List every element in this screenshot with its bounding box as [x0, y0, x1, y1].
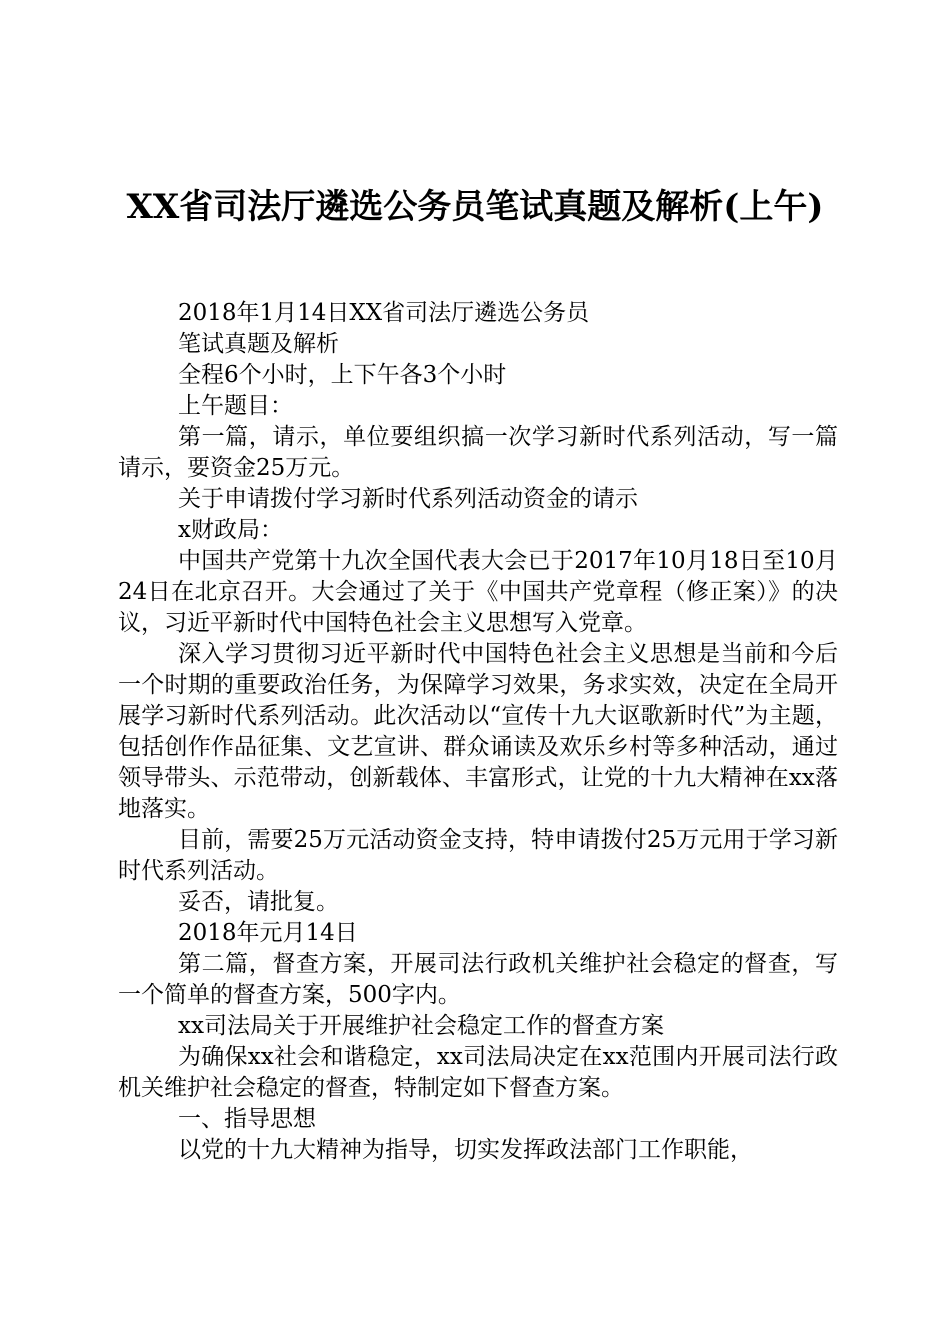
paragraph: 为确保xx社会和谐稳定，xx司法局决定在xx范围内开展司法行政机关维护社会稳定的督查，特制定如下督查方案。	[118, 1044, 838, 1101]
paragraph: 以党的十九大精神为指导，切实发挥政法部门工作职能，	[178, 1137, 753, 1163]
paragraph: 目前，需要25万元活动资金支持，特申请拨付25万元用于学习新时代系列活动。	[118, 827, 838, 884]
paragraph: 深入学习贯彻习近平新时代中国特色社会主义思想是当前和今后一个时期的重要政治任务，为保障学习效果，务求实效，决定在全局开展学习新时代系列活动。此次活动以“宣传十九大讴歌新时代”为主题，包括创作作品征集、文艺宣讲、群众诵读及欢乐乡村等多种活动，通过领导带头、示范带动，创新载体、丰富形式，让党的十九大精神在xx落地落实。	[118, 641, 838, 822]
paragraph: xx司法局关于开展维护社会稳定工作的督查方案	[178, 1013, 664, 1039]
document-title: XX省司法厅遴选公务员笔试真题及解析(上午)	[126, 187, 824, 227]
paragraph: 第二篇，督查方案，开展司法行政机关维护社会稳定的督查，写一个简单的督查方案，500字内。	[118, 951, 838, 1008]
document-body	[118, 298, 838, 1166]
paragraph: 2018年元月14日	[178, 920, 358, 946]
paragraph: 全程6个小时，上下午各3个小时	[178, 362, 507, 388]
paragraph: x财政局：	[178, 517, 283, 543]
paragraph: 2018年1月14日XX省司法厅遴选公务员	[178, 300, 590, 326]
paragraph: 妥否，请批复。	[178, 889, 339, 915]
paragraph: 中国共产党第十九次全国代表大会已于2017年10月18日至10月24日在北京召开。大会通过了关于《中国共产党章程（修正案）》的决议，习近平新时代中国特色社会主义思想写入党章。	[118, 548, 838, 636]
paragraph: 关于申请拨付学习新时代系列活动资金的请示	[178, 486, 638, 512]
paragraph: 上午题目：	[178, 393, 293, 419]
paragraph: 第一篇，请示，单位要组织搞一次学习新时代系列活动，写一篇请示，要资金25万元。	[118, 424, 838, 481]
paragraph: 笔试真题及解析	[178, 331, 339, 357]
paragraph: 一、指导思想	[178, 1106, 316, 1132]
